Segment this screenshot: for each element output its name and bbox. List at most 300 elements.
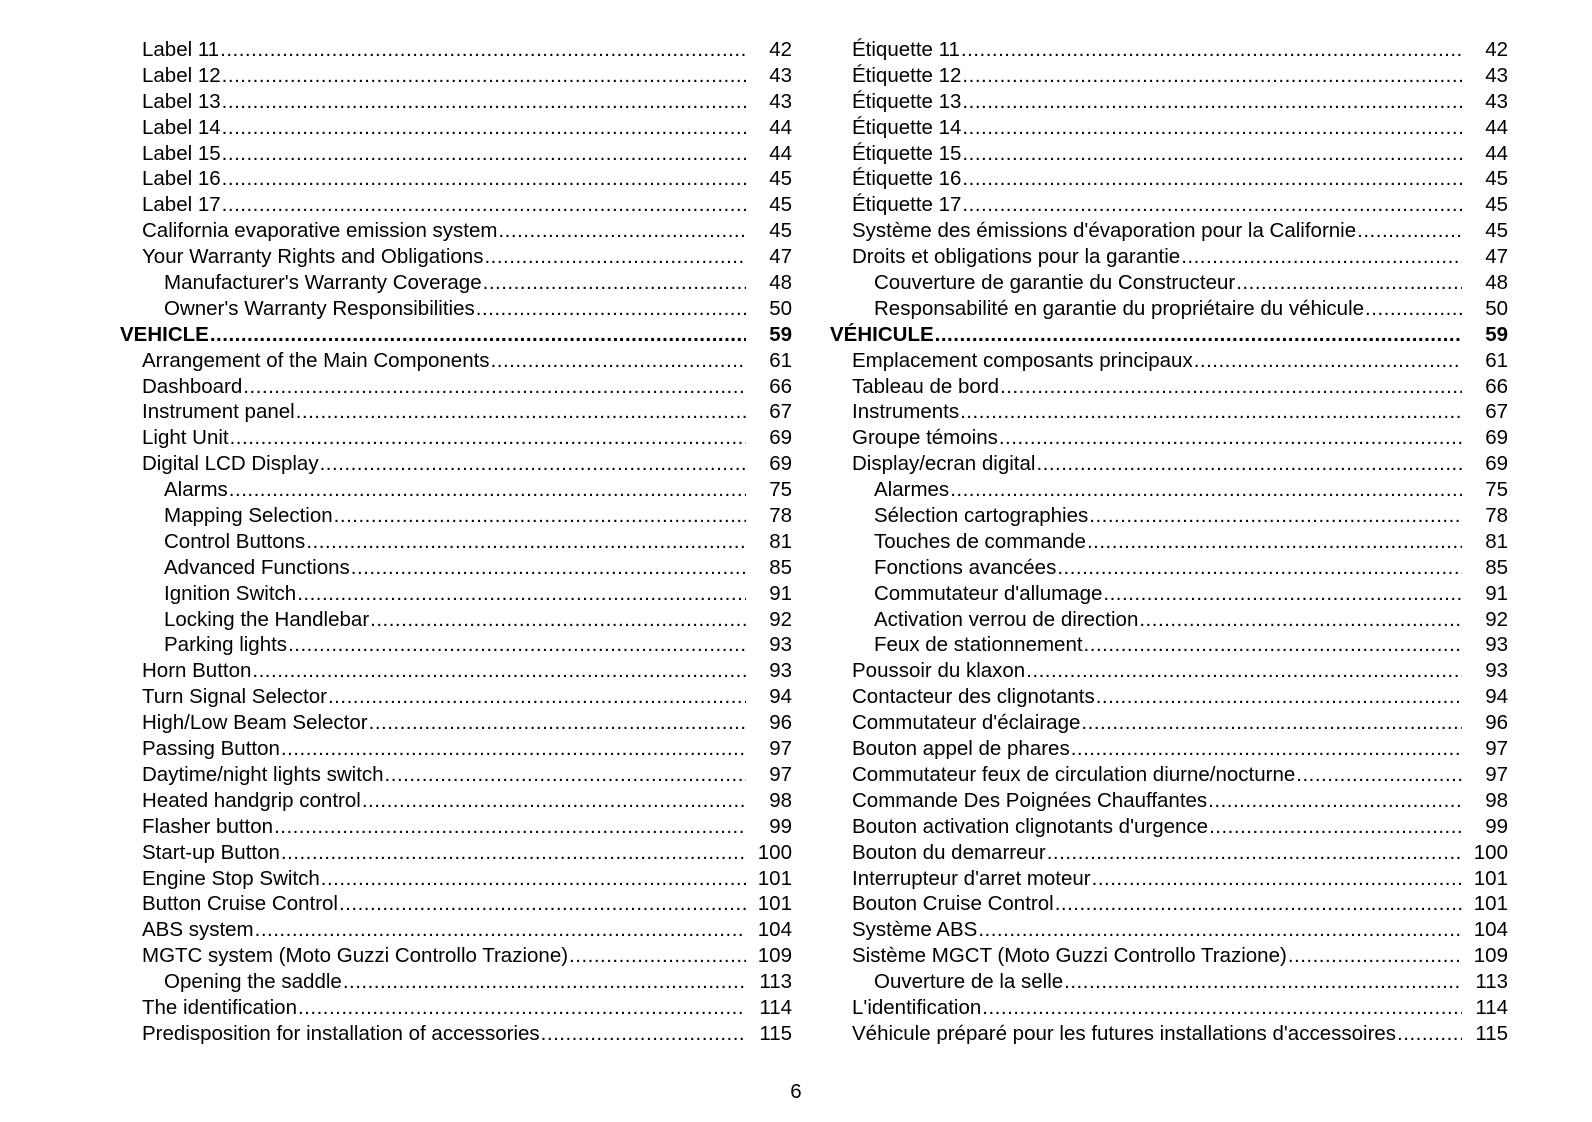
toc-entry-page: 93 xyxy=(1485,659,1508,683)
toc-entry-display-ecran-digital[interactable] xyxy=(830,451,1508,477)
toc-entry-light-unit[interactable] xyxy=(120,425,792,451)
toc-entry-title: Activation verrou de direction xyxy=(874,607,1139,631)
toc-entry-page: 93 xyxy=(769,659,792,683)
toc-entry-title: Label 16 xyxy=(142,167,221,191)
toc-entry-page: 109 xyxy=(1473,944,1508,968)
toc-entry-page: 47 xyxy=(769,245,792,269)
toc-entry-page: 97 xyxy=(769,762,792,786)
toc-entry-page: 45 xyxy=(1485,167,1508,191)
toc-entry-selection-cartographies[interactable] xyxy=(830,503,1508,529)
toc-entry-title: Label 17 xyxy=(142,193,221,217)
dot-leader xyxy=(950,477,1462,503)
toc-entry-title: Parking lights xyxy=(164,633,288,657)
toc-entry-title: Predisposition for installation of accessories xyxy=(142,1021,540,1045)
toc-entry-title: The identification xyxy=(142,995,297,1019)
dot-leader xyxy=(1057,555,1462,581)
toc-entry-page: 45 xyxy=(1485,193,1508,217)
toc-entry-page: 50 xyxy=(1485,296,1508,320)
toc-entry-page: 93 xyxy=(1485,633,1508,657)
toc-entry-page: 91 xyxy=(769,581,792,605)
dot-leader xyxy=(321,866,746,892)
toc-entry-title: Your Warranty Rights and Obligations xyxy=(142,245,484,269)
toc-entry-bouton-activation-clignotants-d-urgence[interactable] xyxy=(830,814,1508,840)
dot-leader xyxy=(1087,529,1462,555)
toc-entry-page: 78 xyxy=(1485,504,1508,528)
toc-entry-page: 48 xyxy=(769,271,792,295)
toc-entry-bouton-appel-de-phares[interactable] xyxy=(830,736,1508,762)
toc-entry-title: Flasher button xyxy=(142,814,274,838)
toc-entry-page: 99 xyxy=(1485,814,1508,838)
toc-entry-label-12[interactable] xyxy=(120,63,792,89)
dot-leader xyxy=(222,192,746,218)
dot-leader xyxy=(962,115,1462,141)
toc-entry-title: MGTC system (Moto Guzzi Controllo Trazione) xyxy=(142,944,569,968)
toc-entry-page: 96 xyxy=(769,711,792,735)
dot-leader xyxy=(982,995,1462,1021)
toc-entry-title: Ignition Switch xyxy=(164,581,297,605)
toc-entry-daytime-night-lights-switch[interactable] xyxy=(120,762,792,788)
toc-entry-title: Label 14 xyxy=(142,115,221,139)
toc-entry-title: Fonctions avancées xyxy=(874,555,1057,579)
toc-entry-page: 61 xyxy=(769,348,792,372)
toc-entry-alarms[interactable] xyxy=(120,477,792,503)
dot-leader xyxy=(1139,607,1462,633)
toc-entry-page: 101 xyxy=(1473,866,1508,890)
toc-entry-page: 59 xyxy=(769,322,792,346)
toc-entry-title: Véhicule préparé pour les futures installations d'accessoires xyxy=(852,1021,1397,1045)
toc-entry-title: Bouton activation clignotants d'urgence xyxy=(852,814,1209,838)
toc-entry-vehicule[interactable] xyxy=(830,322,1508,348)
toc-entry-title: Bouton appel de phares xyxy=(852,737,1070,761)
dot-leader xyxy=(1084,632,1462,658)
toc-entry-control-buttons[interactable] xyxy=(120,529,792,555)
toc-entry-title: Couverture de garantie du Constructeur xyxy=(874,271,1236,295)
toc-entry-etiquette-16[interactable] xyxy=(830,166,1508,192)
dot-leader xyxy=(1208,788,1462,814)
toc-entry-title: Emplacement composants principaux xyxy=(852,348,1193,372)
dot-leader xyxy=(1296,762,1462,788)
dot-leader xyxy=(281,840,746,866)
dot-leader xyxy=(1096,684,1462,710)
toc-entry-page: 98 xyxy=(1485,788,1508,812)
toc-entry-page: 50 xyxy=(769,296,792,320)
toc-entry-title: VEHICLE xyxy=(120,322,209,346)
dot-leader xyxy=(252,658,746,684)
dot-leader xyxy=(370,607,746,633)
toc-entry-page: 93 xyxy=(769,633,792,657)
toc-entry-page: 81 xyxy=(769,529,792,553)
dot-leader xyxy=(1055,891,1462,917)
toc-entry-title: Horn Button xyxy=(142,659,252,683)
toc-entry-page: 94 xyxy=(1485,685,1508,709)
toc-entry-responsabilite-en-garantie-du-proprietaire-du-vehicule[interactable] xyxy=(830,296,1508,322)
toc-entry-etiquette-11[interactable] xyxy=(830,37,1508,63)
toc-entry-passing-button[interactable] xyxy=(120,736,792,762)
toc-entry-title: Poussoir du klaxon xyxy=(852,659,1026,683)
toc-entry-commutateur-d-eclairage[interactable] xyxy=(830,710,1508,736)
toc-entry-title: Feux de stationnement xyxy=(874,633,1083,657)
dot-leader xyxy=(369,710,746,736)
page-number: 6 xyxy=(790,1080,802,1103)
toc-entry-title: Étiquette 12 xyxy=(852,63,962,87)
toc-entry-ouverture-de-la-selle[interactable] xyxy=(830,969,1508,995)
toc-entry-title: Heated handgrip control xyxy=(142,788,361,812)
dot-leader xyxy=(222,115,746,141)
toc-entry-opening-the-saddle[interactable] xyxy=(120,969,792,995)
toc-entry-parking-lights[interactable] xyxy=(120,632,792,658)
toc-entry-page: 43 xyxy=(769,63,792,87)
toc-entry-title: Étiquette 16 xyxy=(852,167,962,191)
toc-entry-interrupteur-d-arret-moteur[interactable] xyxy=(830,866,1508,892)
toc-entry-title: Alarms xyxy=(164,478,228,502)
toc-entry-page: 104 xyxy=(757,918,792,942)
toc-entry-commande-des-poignees-chauffantes[interactable] xyxy=(830,788,1508,814)
toc-entry-title: Instruments xyxy=(852,400,960,424)
toc-entry-title: Mapping Selection xyxy=(164,504,333,528)
toc-entry-page: 48 xyxy=(1485,271,1508,295)
toc-entry-sisteme-mgct-moto-guzzi-controllo-trazione[interactable] xyxy=(830,943,1508,969)
toc-entry-title: Advanced Functions xyxy=(164,555,350,579)
toc-entry-turn-signal-selector[interactable] xyxy=(120,684,792,710)
toc-entry-title: Owner's Warranty Responsibilities xyxy=(164,296,475,320)
toc-entry-page: 104 xyxy=(1473,918,1508,942)
toc-entry-title: Arrangement of the Main Components xyxy=(142,348,490,372)
dot-leader xyxy=(1000,374,1462,400)
toc-entry-droits-et-obligations-pour-la-garantie[interactable] xyxy=(830,244,1508,270)
toc-entry-title: Engine Stop Switch xyxy=(142,866,320,890)
toc-entry-page: 91 xyxy=(1485,581,1508,605)
toc-entry-title: VÉHICULE xyxy=(830,322,934,346)
toc-entry-title: Light Unit xyxy=(142,426,229,450)
toc-entry-instrument-panel[interactable] xyxy=(120,399,792,425)
toc-entry-page: 113 xyxy=(1475,970,1508,994)
toc-entry-page: 44 xyxy=(769,141,792,165)
toc-entry-page: 97 xyxy=(1485,737,1508,761)
toc-entry-title: Opening the saddle xyxy=(164,970,342,994)
toc-entry-title: Touches de commande xyxy=(874,529,1086,553)
toc-entry-manufacturer-s-warranty-coverage[interactable] xyxy=(120,270,792,296)
toc-entry-feux-de-stationnement[interactable] xyxy=(830,632,1508,658)
toc-entry-label-13[interactable] xyxy=(120,89,792,115)
toc-entry-etiquette-17[interactable] xyxy=(830,192,1508,218)
dot-leader xyxy=(210,322,746,348)
toc-entry-page: 115 xyxy=(759,1021,792,1045)
toc-entry-page: 66 xyxy=(1485,374,1508,398)
dot-leader xyxy=(343,969,746,995)
toc-entry-locking-the-handlebar[interactable] xyxy=(120,607,792,633)
toc-entry-title: Instrument panel xyxy=(142,400,295,424)
toc-entry-owner-s-warranty-responsibilities[interactable] xyxy=(120,296,792,322)
toc-entry-page: 43 xyxy=(1485,63,1508,87)
toc-entry-title: Étiquette 13 xyxy=(852,89,962,113)
toc-entry-title: Sélection cartographies xyxy=(874,504,1089,528)
toc-entry-vehicule-prepare-pour-les-futures-installations-d-accessoires[interactable] xyxy=(830,1021,1508,1047)
toc-entry-the-identification[interactable] xyxy=(120,995,792,1021)
dot-leader xyxy=(320,451,746,477)
toc-entry-california-evaporative-emission-system[interactable] xyxy=(120,218,792,244)
toc-entry-alarmes[interactable] xyxy=(830,477,1508,503)
toc-entry-title: Étiquette 11 xyxy=(852,38,960,61)
toc-entry-title: Ouverture de la selle xyxy=(874,970,1064,994)
toc-entry-etiquette-15[interactable] xyxy=(830,141,1508,167)
dot-leader xyxy=(328,684,746,710)
toc-entry-label-15[interactable] xyxy=(120,141,792,167)
toc-entry-digital-lcd-display[interactable] xyxy=(120,451,792,477)
dot-leader xyxy=(288,632,746,658)
dot-leader xyxy=(298,995,746,1021)
dot-leader xyxy=(222,63,746,89)
toc-entry-label-11[interactable] xyxy=(120,37,792,63)
toc-entry-label-16[interactable] xyxy=(120,166,792,192)
toc-entry-title: Étiquette 17 xyxy=(852,193,962,217)
dot-leader xyxy=(281,736,746,762)
toc-entry-high-low-beam-selector[interactable] xyxy=(120,710,792,736)
toc-entry-page: 66 xyxy=(769,374,792,398)
toc-entry-page: 109 xyxy=(757,944,792,968)
toc-entry-commutateur-feux-de-circulation-diurne-nocturne[interactable] xyxy=(830,762,1508,788)
toc-entry-couverture-de-garantie-du-constructeur[interactable] xyxy=(830,270,1508,296)
toc-entry-title: Bouton du demarreur xyxy=(852,840,1046,864)
toc-entry-title: Start-up Button xyxy=(142,840,280,864)
toc-entry-title: Commutateur d'éclairage xyxy=(852,711,1081,735)
toc-entry-title: High/Low Beam Selector xyxy=(142,711,368,735)
dot-leader xyxy=(297,581,746,607)
toc-entry-page: 85 xyxy=(769,555,792,579)
toc-entry-etiquette-12[interactable] xyxy=(830,63,1508,89)
dot-leader xyxy=(483,270,746,296)
toc-entry-label-17[interactable] xyxy=(120,192,792,218)
toc-entry-poussoir-du-klaxon[interactable] xyxy=(830,658,1508,684)
dot-leader xyxy=(306,529,746,555)
toc-entry-ignition-switch[interactable] xyxy=(120,581,792,607)
toc-entry-systeme-des-emissions-d-evaporation-pour-la-californie[interactable] xyxy=(830,218,1508,244)
dot-leader xyxy=(1103,581,1462,607)
toc-entry-etiquette-14[interactable] xyxy=(830,115,1508,141)
toc-entry-page: 92 xyxy=(769,607,792,631)
toc-entry-mgtc-system-moto-guzzi-controllo-trazione[interactable] xyxy=(120,943,792,969)
dot-leader xyxy=(362,788,746,814)
toc-entry-page: 100 xyxy=(1473,840,1508,864)
toc-entry-dashboard[interactable] xyxy=(120,374,792,400)
toc-entry-title: Bouton Cruise Control xyxy=(852,892,1054,916)
toc-entry-title: Digital LCD Display xyxy=(142,452,319,476)
toc-entry-tableau-de-bord[interactable] xyxy=(830,374,1508,400)
dot-leader xyxy=(962,192,1462,218)
dot-leader xyxy=(1194,348,1462,374)
toc-entry-heated-handgrip-control[interactable] xyxy=(120,788,792,814)
toc-entry-label-14[interactable] xyxy=(120,115,792,141)
toc-entry-advanced-functions[interactable] xyxy=(120,555,792,581)
toc-entry-title: Tableau de bord xyxy=(852,374,1000,398)
toc-entry-title: Control Buttons xyxy=(164,529,306,553)
toc-entry-title: Groupe témoins xyxy=(852,426,998,450)
toc-entry-flasher-button[interactable] xyxy=(120,814,792,840)
toc-entry-title: ABS system xyxy=(142,918,254,942)
toc-entry-page: 115 xyxy=(1475,1021,1508,1045)
dot-leader xyxy=(1181,244,1462,270)
toc-entry-page: 43 xyxy=(1485,89,1508,113)
toc-entry-page: 81 xyxy=(1485,529,1508,553)
toc-entry-mapping-selection[interactable] xyxy=(120,503,792,529)
dot-leader xyxy=(220,37,746,63)
toc-entry-predisposition-for-installation-of-accessories[interactable] xyxy=(120,1021,792,1047)
toc-entry-contacteur-des-clignotants[interactable] xyxy=(830,684,1508,710)
toc-entry-emplacement-composants-principaux[interactable] xyxy=(830,348,1508,374)
dot-leader xyxy=(962,141,1462,167)
dot-leader xyxy=(1026,658,1462,684)
dot-leader xyxy=(222,89,746,115)
toc-entry-page: 99 xyxy=(769,814,792,838)
toc-entry-page: 59 xyxy=(1485,322,1508,346)
dot-leader xyxy=(1092,866,1462,892)
toc-entry-page: 42 xyxy=(769,38,792,61)
dot-leader xyxy=(385,762,746,788)
toc-entry-title: Système des émissions d'évaporation pour la Californie xyxy=(852,219,1357,243)
dot-leader xyxy=(1288,943,1462,969)
toc-entry-page: 67 xyxy=(769,400,792,424)
toc-entry-title: Contacteur des clignotants xyxy=(852,685,1095,709)
toc-entry-page: 98 xyxy=(769,788,792,812)
toc-entry-page: 75 xyxy=(1485,478,1508,502)
toc-entry-page: 114 xyxy=(1475,995,1508,1019)
toc-entry-fonctions-avancees[interactable] xyxy=(830,555,1508,581)
toc-entry-page: 61 xyxy=(1485,348,1508,372)
toc-entry-title: Button Cruise Control xyxy=(142,892,338,916)
toc-entry-title: Étiquette 15 xyxy=(852,141,962,165)
toc-entry-abs-system[interactable] xyxy=(120,917,792,943)
toc-entry-title: L'identification xyxy=(852,995,982,1019)
toc-entry-title: Locking the Handlebar xyxy=(164,607,370,631)
toc-entry-horn-button[interactable] xyxy=(120,658,792,684)
dot-leader xyxy=(243,374,746,400)
toc-entry-page: 69 xyxy=(1485,426,1508,450)
toc-entry-button-cruise-control[interactable] xyxy=(120,891,792,917)
toc-entry-title: Interrupteur d'arret moteur xyxy=(852,866,1091,890)
toc-entry-start-up-button[interactable] xyxy=(120,840,792,866)
dot-leader xyxy=(1089,503,1462,529)
toc-entry-page: 97 xyxy=(1485,762,1508,786)
toc-entry-title: Daytime/night lights switch xyxy=(142,762,384,786)
dot-leader xyxy=(960,399,1462,425)
toc-entry-title: Alarmes xyxy=(874,478,950,502)
toc-entry-title: Système ABS xyxy=(852,918,978,942)
toc-column-french xyxy=(830,37,1508,1047)
toc-entry-page: 101 xyxy=(757,892,792,916)
toc-entry-l-identification[interactable] xyxy=(830,995,1508,1021)
toc-entry-title: Commutateur feux de circulation diurne/nocturne xyxy=(852,762,1296,786)
dot-leader xyxy=(476,296,746,322)
dot-leader xyxy=(999,425,1462,451)
dot-leader xyxy=(962,63,1462,89)
dot-leader xyxy=(569,943,746,969)
dot-leader xyxy=(935,322,1462,348)
dot-leader xyxy=(274,814,746,840)
dot-leader xyxy=(491,348,746,374)
toc-entry-page: 69 xyxy=(769,452,792,476)
dot-leader xyxy=(334,503,746,529)
toc-entry-page: 97 xyxy=(769,737,792,761)
dot-leader xyxy=(222,166,746,192)
toc-entry-title: Label 13 xyxy=(142,89,221,113)
toc-entry-title: Label 11 xyxy=(142,38,220,61)
toc-entry-activation-verrou-de-direction[interactable] xyxy=(830,607,1508,633)
dot-leader xyxy=(541,1021,746,1047)
toc-entry-page: 114 xyxy=(759,995,792,1019)
toc-entry-bouton-cruise-control[interactable] xyxy=(830,891,1508,917)
toc-entry-page: 67 xyxy=(1485,400,1508,424)
dot-leader xyxy=(1236,270,1462,296)
dot-leader xyxy=(230,425,746,451)
dot-leader xyxy=(1397,1021,1462,1047)
toc-entry-groupe-temoins[interactable] xyxy=(830,425,1508,451)
dot-leader xyxy=(498,218,746,244)
toc-entry-page: 45 xyxy=(769,193,792,217)
dot-leader xyxy=(962,166,1462,192)
toc-entry-page: 94 xyxy=(769,685,792,709)
toc-entry-etiquette-13[interactable] xyxy=(830,89,1508,115)
toc-entry-page: 101 xyxy=(757,866,792,890)
toc-entry-page: 43 xyxy=(769,89,792,113)
dot-leader xyxy=(1209,814,1462,840)
toc-entry-engine-stop-switch[interactable] xyxy=(120,866,792,892)
dot-leader xyxy=(1365,296,1462,322)
toc-entry-your-warranty-rights-and-obligations[interactable] xyxy=(120,244,792,270)
toc-entry-title: Passing Button xyxy=(142,737,280,761)
toc-entry-arrangement-of-the-main-components[interactable] xyxy=(120,348,792,374)
dot-leader xyxy=(1357,218,1462,244)
dot-leader xyxy=(484,244,746,270)
dot-leader xyxy=(1071,736,1462,762)
toc-entry-title: Responsabilité en garantie du propriétaire du véhicule xyxy=(874,296,1365,320)
toc-entry-page: 45 xyxy=(1485,219,1508,243)
dot-leader xyxy=(1081,710,1462,736)
toc-entry-title: Display/ecran digital xyxy=(852,452,1036,476)
toc-entry-page: 42 xyxy=(1485,38,1508,61)
toc-entry-page: 101 xyxy=(1473,892,1508,916)
toc-entry-page: 47 xyxy=(1485,245,1508,269)
dot-leader xyxy=(296,399,746,425)
toc-entry-title: Droits et obligations pour la garantie xyxy=(852,245,1181,269)
dot-leader xyxy=(229,477,746,503)
toc-entry-systeme-abs[interactable] xyxy=(830,917,1508,943)
toc-entry-vehicle[interactable] xyxy=(120,322,792,348)
dot-leader xyxy=(978,917,1462,943)
toc-entry-page: 85 xyxy=(1485,555,1508,579)
toc-entry-title: Étiquette 14 xyxy=(852,115,962,139)
dot-leader xyxy=(1047,840,1462,866)
dot-leader xyxy=(351,555,746,581)
dot-leader xyxy=(222,141,746,167)
toc-entry-page: 44 xyxy=(1485,115,1508,139)
toc-entry-title: California evaporative emission system xyxy=(142,219,498,243)
dot-leader xyxy=(255,917,746,943)
toc-entry-title: Turn Signal Selector xyxy=(142,685,327,709)
dot-leader xyxy=(339,891,746,917)
dot-leader xyxy=(1064,969,1462,995)
toc-entry-commutateur-d-allumage[interactable] xyxy=(830,581,1508,607)
toc-column-english xyxy=(120,37,792,1047)
toc-entry-page: 113 xyxy=(759,970,792,994)
toc-entry-page: 44 xyxy=(769,115,792,139)
toc-entry-title: Manufacturer's Warranty Coverage xyxy=(164,271,482,295)
toc-entry-touches-de-commande[interactable] xyxy=(830,529,1508,555)
dot-leader xyxy=(961,37,1462,63)
toc-entry-bouton-du-demarreur[interactable] xyxy=(830,840,1508,866)
toc-entry-page: 92 xyxy=(1485,607,1508,631)
toc-entry-instruments[interactable] xyxy=(830,399,1508,425)
toc-entry-page: 69 xyxy=(1485,452,1508,476)
toc-entry-page: 45 xyxy=(769,219,792,243)
